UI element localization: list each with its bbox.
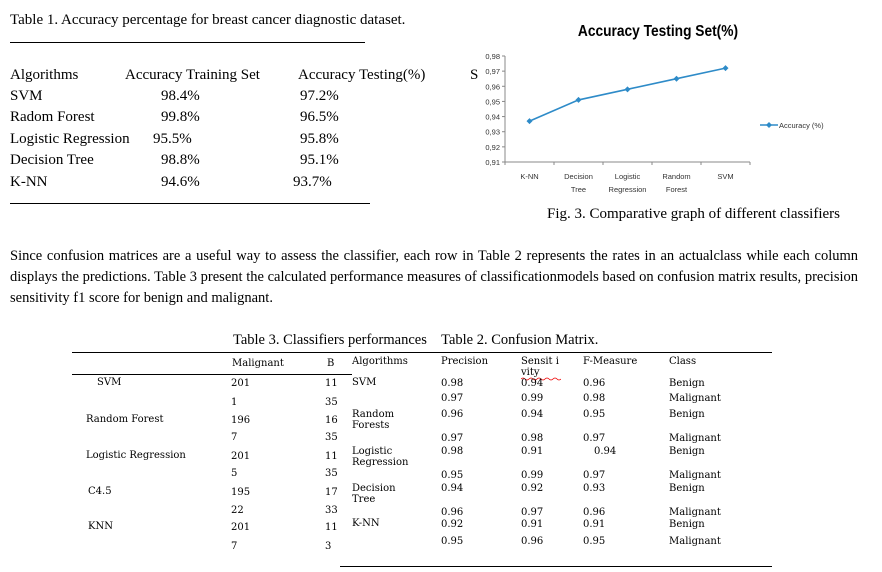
table2-group-name: SVM [97,377,122,388]
table1-test-cell: 95.8% [300,131,339,147]
series-line [530,68,726,121]
table2-cell: 7 [231,432,238,443]
data-point [723,65,729,71]
table3-sensitivity-cell: 0.91 [521,519,544,530]
table1-train-cell: 99.8% [161,109,200,125]
table2-cell: 35 [325,468,338,479]
table2-cell: 22 [231,505,244,516]
y-tick-label: 0,91 [485,158,500,167]
table1-header-testing: Accuracy Testing(%) [298,67,426,83]
table1-train-cell: 95.5% [153,131,192,147]
y-tick-label: 0,97 [485,67,500,77]
table3-fmeasure-cell: 0.95 [583,409,606,420]
table3-fmeasure-cell: 0.93 [583,483,606,494]
table1-algo-cell: SVM [10,88,43,104]
x-tick-label: Random [662,172,691,181]
table3-header-class: Class [669,356,697,367]
y-tick-label: 0,95 [485,97,500,107]
table3-fmeasure-cell: 0.97 [583,433,606,444]
table3-fmeasure-cell: 0.94 [594,446,617,457]
table2-group-name: Random Forest [86,414,164,425]
table2-group-name: KNN [88,521,113,532]
table3-sensitivity-cell: 0.96 [521,536,544,547]
table3-sensitivity-cell: 0.99 [521,393,544,404]
tables-caption: Table 3. Classifiers performances Table 2. Confusion Matrix. [233,332,599,348]
table3-algo-cell: Random Forests [352,409,395,431]
tables-bottom-rule [340,566,772,567]
table1-test-cell: 93.7% [293,174,332,190]
table3-sensitivity-cell: 0.98 [521,433,544,444]
chart-series [527,65,729,124]
table2-header-rule [72,374,352,375]
table1-algo-cell: Radom Forest [10,109,95,125]
table3-header-precision: Precision [441,356,489,367]
table2-header-malignant: Malignant [232,358,284,369]
chart-y-axis [485,52,505,167]
table3-precision-cell: 0.96 [441,409,464,420]
table3-header-sensitivity: Sensit ivity [521,356,559,378]
x-tick-label: Forest [665,185,688,194]
table3-fmeasure-cell: 0.98 [583,393,606,404]
data-point [625,86,631,92]
table2-cell: 7 [231,541,238,552]
chart-legend [760,121,824,130]
x-tick-label: K-NN [520,172,539,181]
table2-cell: 35 [325,432,338,443]
x-tick-label: SVM [717,172,734,181]
body-paragraph: Since confusion matrices are a useful way to assess the classifier, each row in Table 2 represents the rates in an actualclass while each column displays the predictions. Table 3 present the calculated performance measures of classificationmodels based on confusion matrix results, precision sensitivity f1 score for benign and malignant. [10,248,858,306]
table3-class-cell: Malignant [669,393,721,404]
table3-class-cell: Benign [669,378,705,389]
table1-algo-cell: Logistic Regression [10,131,130,147]
table2-cell: 196 [231,415,251,426]
table2-cell: 33 [325,505,338,516]
data-point [527,118,533,124]
table1-header-training: Accuracy Training Set [125,67,260,83]
table3-fmeasure-cell: 0.97 [583,470,606,481]
table3-precision-cell: 0.94 [441,483,464,494]
table3-fmeasure-cell: 0.96 [583,507,606,518]
table2-cell: 11 [325,451,338,462]
tables-top-rule [72,352,772,353]
data-point [576,97,582,103]
table3-class-cell: Benign [669,519,705,530]
table3-sensitivity-cell: 0.99 [521,470,544,481]
table3-precision-cell: 0.95 [441,470,464,481]
table3-algo-cell: K-NN [352,518,380,529]
data-point [674,76,680,82]
table3-header-fmeasure: F-Measure [583,356,638,367]
table1-test-cell: 97.2% [300,88,339,104]
table3-algo-cell: Logistic Regression [352,446,409,468]
table3-precision-cell: 0.98 [441,446,464,457]
table2-cell: 201 [231,378,251,389]
table2-group-name: C4.5 [88,486,112,497]
accuracy-line-chart [0,0,882,230]
y-tick-label: 0,96 [485,82,500,92]
table3-precision-cell: 0.95 [441,536,464,547]
y-tick-label: 0,94 [485,112,500,122]
table3-precision-cell: 0.92 [441,519,464,530]
table3-precision-cell: 0.96 [441,507,464,518]
table3-header-algorithms: Algorithms [352,356,408,367]
table2-cell: 16 [325,415,338,426]
table1-test-cell: 96.5% [300,109,339,125]
table3-sensitivity-cell: 0.94 [521,409,544,420]
table1-header-s: S [470,67,479,83]
table1-train-cell: 98.8% [161,152,200,168]
table1-caption: Table 1. Accuracy percentage for breast cancer diagnostic dataset. [10,12,406,28]
x-tick-label: Logistic [614,172,641,181]
table3-class-cell: Malignant [669,507,721,518]
table3-precision-cell: 0.97 [441,393,464,404]
table3-precision-cell: 0.98 [441,378,464,389]
legend-swatch-marker [766,122,772,128]
table2-header-b: B [327,358,335,369]
figure-caption: Fig. 3. Comparative graph of different classifiers [547,206,840,222]
table2-cell: 35 [325,397,338,408]
x-tick-label: Decision [564,172,593,181]
chart-title: Accuracy Testing Set(%) [577,22,739,41]
table2-cell: 195 [231,487,251,498]
table3-class-cell: Benign [669,446,705,457]
table2-cell: 201 [231,451,251,462]
table3-algo-cell: SVM [352,377,377,388]
table3-algo-cell: Decision Tree [352,483,396,505]
table1-train-cell: 98.4% [161,88,200,104]
table2-cell: 11 [325,378,338,389]
table3-fmeasure-cell: 0.96 [583,378,606,389]
table3-sensitivity-cell: 0.91 [521,446,544,457]
table3-class-cell: Malignant [669,470,721,481]
table3-fmeasure-cell: 0.91 [583,519,606,530]
y-tick-label: 0,98 [485,52,500,61]
table2-cell: 1 [231,397,238,408]
y-tick-label: 0,92 [485,142,500,152]
table3-class-cell: Benign [669,409,705,420]
y-tick-label: 0,93 [485,127,500,137]
table2-cell: 201 [231,522,251,533]
x-tick-label: Tree [570,185,587,194]
table2-group-name: Logistic Regression [86,450,186,461]
table3-sensitivity-cell: 0.92 [521,483,544,494]
table3-precision-cell: 0.97 [441,433,464,444]
table3-class-cell: Malignant [669,433,721,444]
table2-cell: 5 [231,468,238,479]
table3-class-cell: Malignant [669,536,721,547]
table2-cell: 11 [325,522,338,533]
table2-cell: 17 [325,487,338,498]
table3-fmeasure-cell: 0.95 [583,536,606,547]
table1-train-cell: 94.6% [161,174,200,190]
table1-algo-cell: K-NN [10,174,48,190]
chart-x-axis [505,162,750,194]
table1-header-algorithms: Algorithms [10,67,79,83]
table3-sensitivity-cell: 0.97 [521,507,544,518]
table1-algo-cell: Decision Tree [10,152,94,168]
table2-cell: 3 [325,541,332,552]
table1-test-cell: 95.1% [300,152,339,168]
table3-class-cell: Benign [669,483,705,494]
x-tick-label: Regression [608,185,647,194]
table3-sensitivity-cell: 0.94 [521,378,544,389]
legend-label: Accuracy (%) [779,121,824,130]
